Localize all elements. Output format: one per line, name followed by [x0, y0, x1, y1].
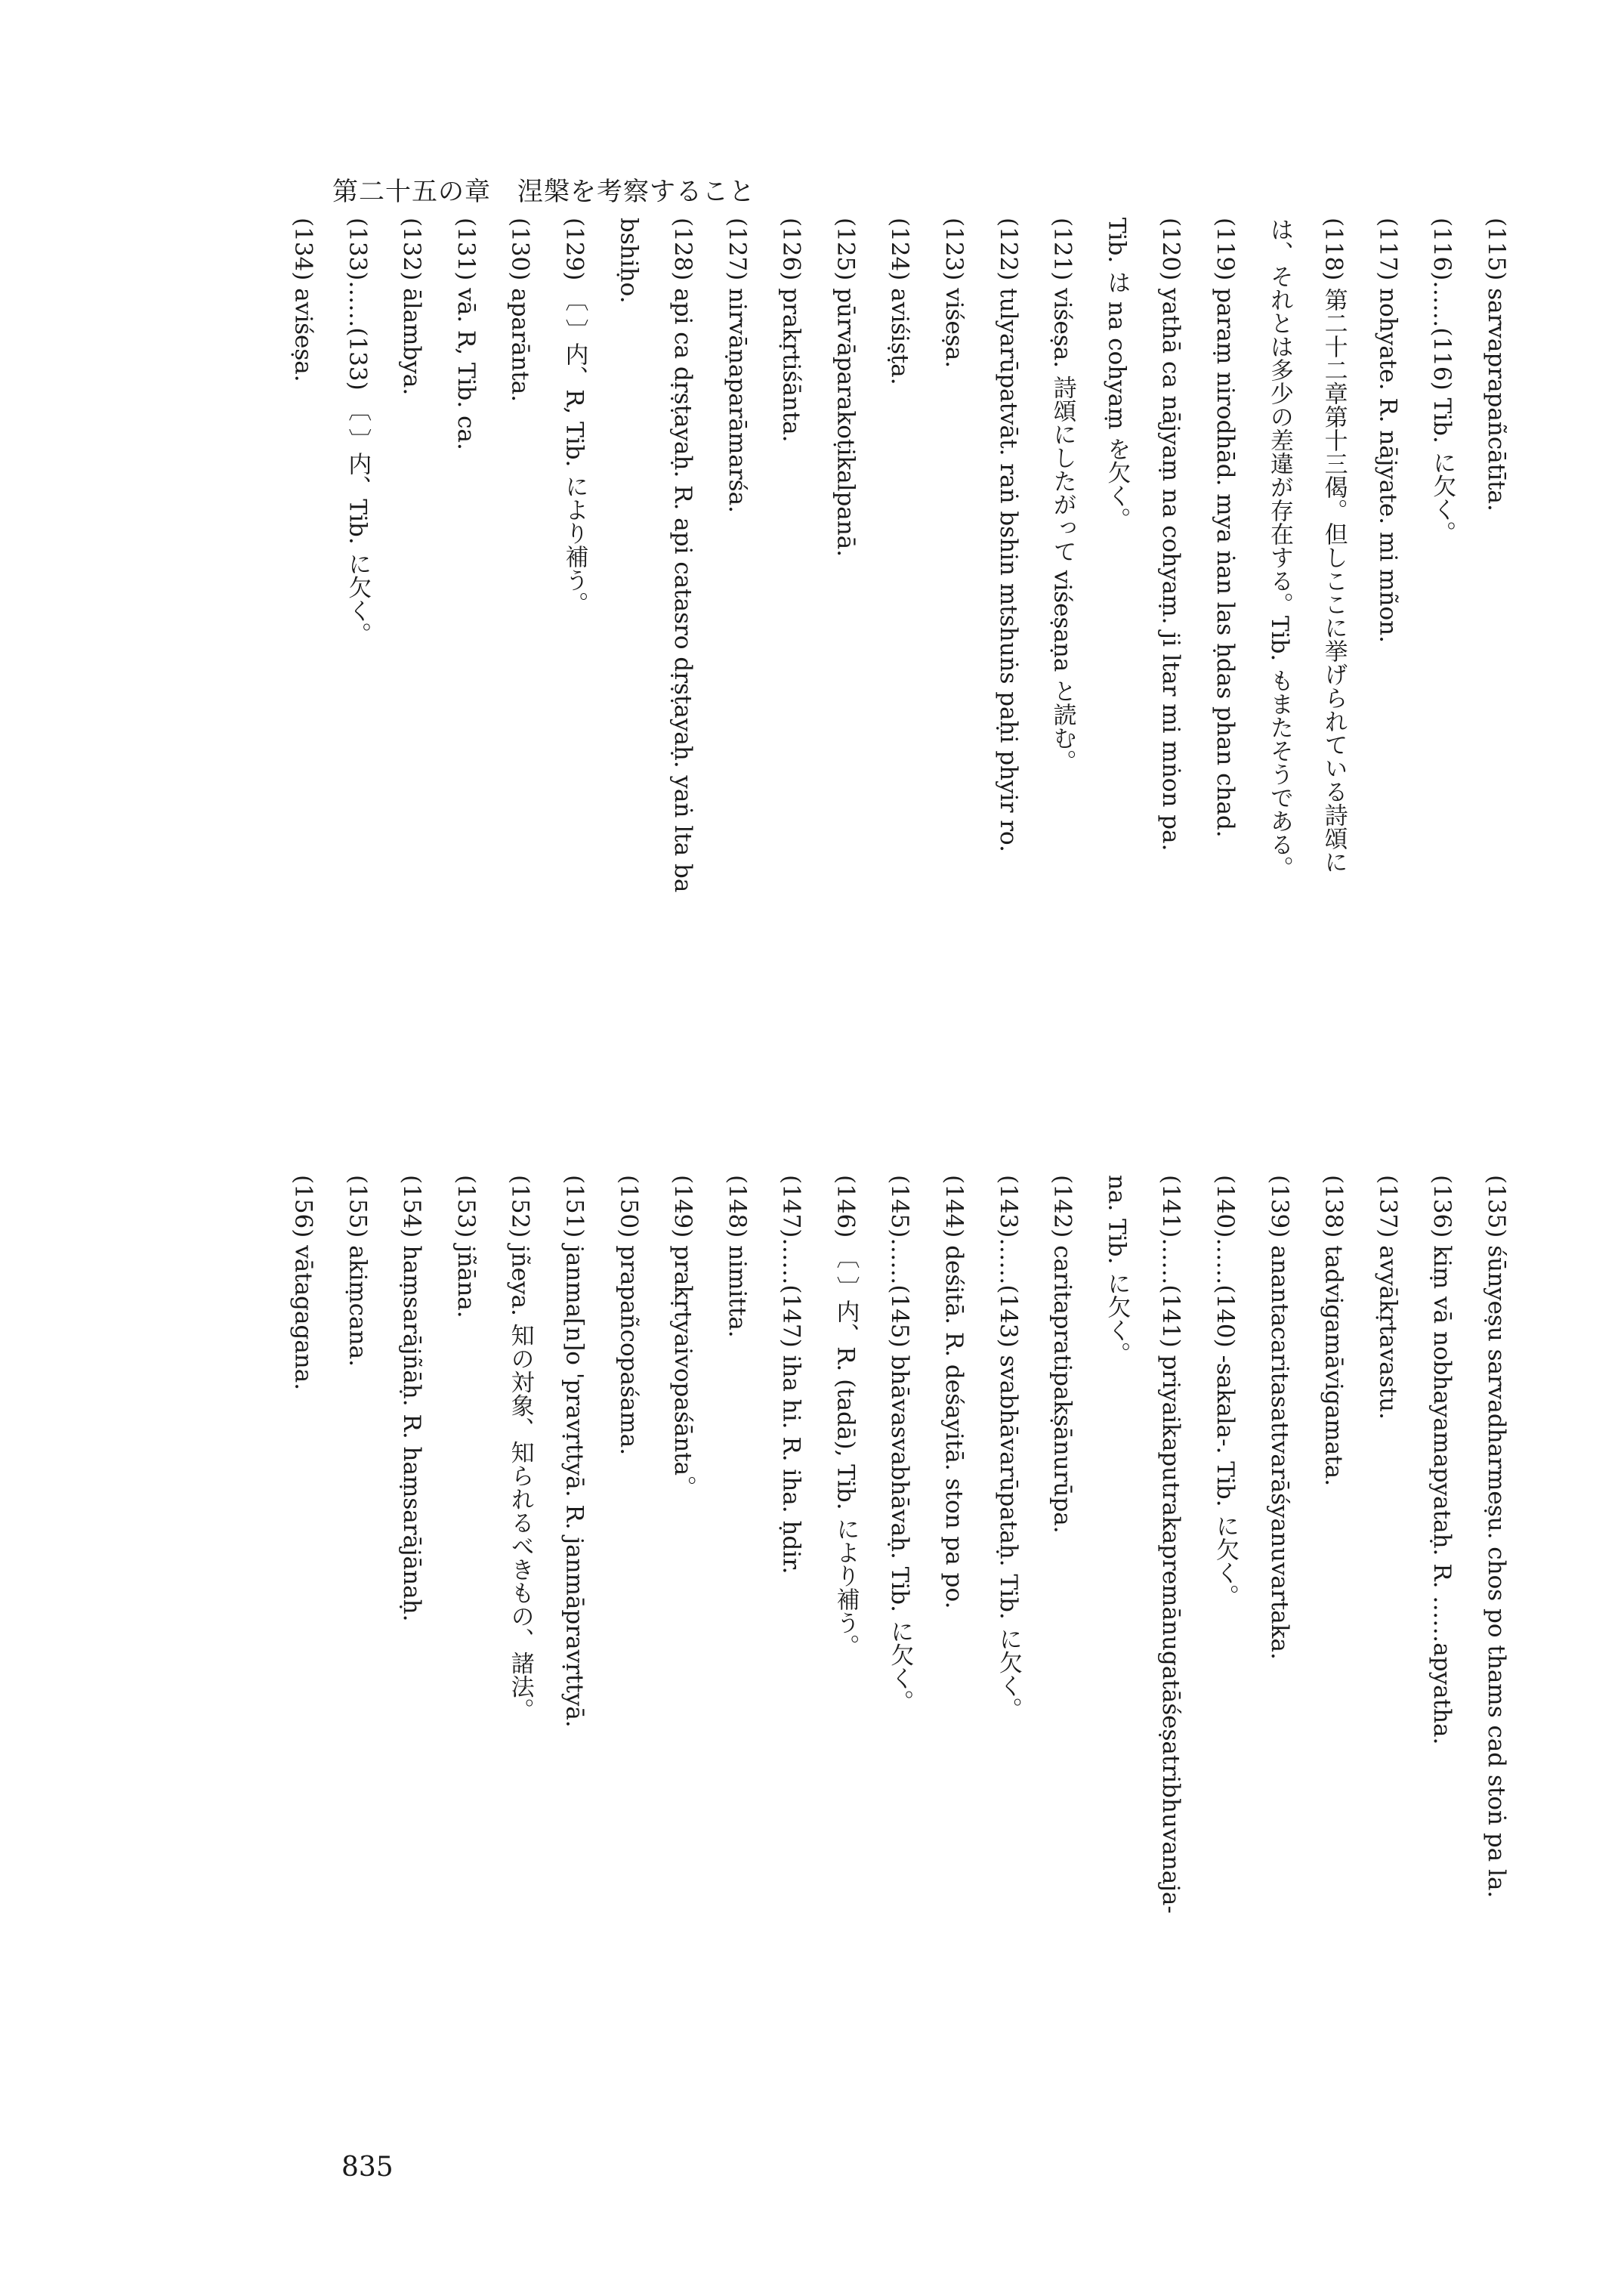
note-line: (137) avyākṛtavastu.	[1374, 1175, 1402, 1420]
note-line: (152) jñeya. 知の対象、知られるべきもの、諸法。	[506, 1175, 534, 1722]
note-line: (130) aparānta.	[506, 218, 534, 403]
note-line: Tib. は na cohyaṃ を欠く。	[1103, 218, 1131, 531]
note-line: は、それとは多少の差違が存在する。Tib. もまたそうである。	[1265, 218, 1293, 880]
note-line: (120) yathā ca nājyaṃ na cohyaṃ. ji ltar mi mṅon pa.	[1157, 218, 1185, 851]
note-line: (148) nimitta.	[723, 1175, 751, 1338]
note-line: (123) viśeṣa.	[940, 218, 968, 369]
note-line: (116)……(116) Tib. に欠く。	[1428, 218, 1456, 545]
note-line: (144) deśitā. R. deśayitā. ston pa po.	[940, 1175, 968, 1609]
notes-block-top	[276, 218, 1523, 1230]
note-line: (124) aviśiṣṭa.	[886, 218, 914, 385]
note-line: (119) paraṃ nirodhād. mya ṅan las ḥdas phan chad.	[1212, 218, 1240, 838]
note-line: (115) sarvaprapañcātīta.	[1483, 218, 1510, 511]
note-line: (128) api ca dṛṣṭayaḥ. R. api catasro dṛṣṭayaḥ. yaṅ lta ba	[669, 218, 697, 893]
note-line: (145)……(145) bhāvasvabhāvaḥ. Tib. に欠く。	[886, 1175, 914, 1714]
note-line: (126) prakṛtiśānta.	[777, 218, 805, 443]
notes-block-bottom	[276, 1175, 1523, 2138]
note-line: (147)……(147) iha hi. R. iha. ḥdir.	[777, 1175, 805, 1574]
page-number: 835	[341, 2152, 394, 2183]
note-line: (156) vātagagana.	[289, 1175, 317, 1391]
note-line: na. Tib. に欠く。	[1103, 1175, 1131, 1366]
note-line: (129) 〔 〕内、R, Tib. により補う。	[560, 218, 588, 616]
note-line: (125) pūrvāparakoṭikalpanā.	[832, 218, 860, 558]
note-line: bshiḥo.	[615, 218, 643, 304]
note-line: (150) prapañcopaśama.	[615, 1175, 643, 1456]
note-line: (118) 第二十二章第十三偈。但しここに挙げられている詩頌に	[1320, 218, 1348, 874]
note-line: (117) nohyate. R. nājyate. mi mñon.	[1374, 218, 1402, 643]
note-line: (133)……(133) 〔 〕内、Tib. に欠く。	[344, 218, 372, 646]
note-line: (153) jñāna.	[452, 1175, 480, 1318]
note-line: (146) 〔 〕内、R. (tadā), Tib. により補う。	[832, 1175, 860, 1658]
note-line: (142) caritapratipakṣānurūpa.	[1048, 1175, 1076, 1534]
note-line: (155) akiṃcana.	[344, 1175, 372, 1367]
note-line: (139) anantacaritasattvarāśyanuvartaka.	[1265, 1175, 1293, 1660]
note-line: (151) janma[n]o 'pravṛttyā. R. janmāpravṛttyā.	[560, 1175, 588, 1728]
running-header: 第二十五の章 涅槃を考察すること	[332, 177, 755, 207]
note-line: (138) tadvigamāvigamata.	[1320, 1175, 1348, 1487]
note-line: (134) aviśeṣa.	[289, 218, 317, 382]
note-line: (149) prakṛtyaivopaśānta。	[669, 1175, 697, 1500]
note-line: (143)……(143) svabhāvarūpataḥ. Tib. に欠く。	[994, 1175, 1022, 1721]
note-line: (127) nirvāṇaparāmarśa.	[723, 218, 751, 513]
note-line: (136) kiṃ vā nobhayamapyataḥ. R. ……apyatha.	[1428, 1175, 1456, 1745]
note-line: (141)……(141) priyaikaputrakapremānugatāśeṣatribhuvanaja-	[1157, 1175, 1185, 1914]
note-line: (131) vā. R, Tib. ca.	[452, 218, 480, 450]
note-line: (135) śūnyeṣu sarvadharmeṣu. chos po thams cad stoṅ pa la.	[1483, 1175, 1510, 1899]
note-line: (154) haṃsarājñāḥ. R. haṃsarājānaḥ.	[398, 1175, 426, 1622]
note-line: (121) viśeṣa. 詩頌にしたがって viśeṣaṇa と読む。	[1048, 218, 1076, 774]
note-line: (140)……(140) -sakala-. Tib. に欠く。	[1212, 1175, 1240, 1608]
note-line: (122) tulyarūpatvāt. raṅ bshin mtshuṅs paḥi phyir ro.	[994, 218, 1022, 853]
note-line: (132) ālambya.	[398, 218, 426, 396]
